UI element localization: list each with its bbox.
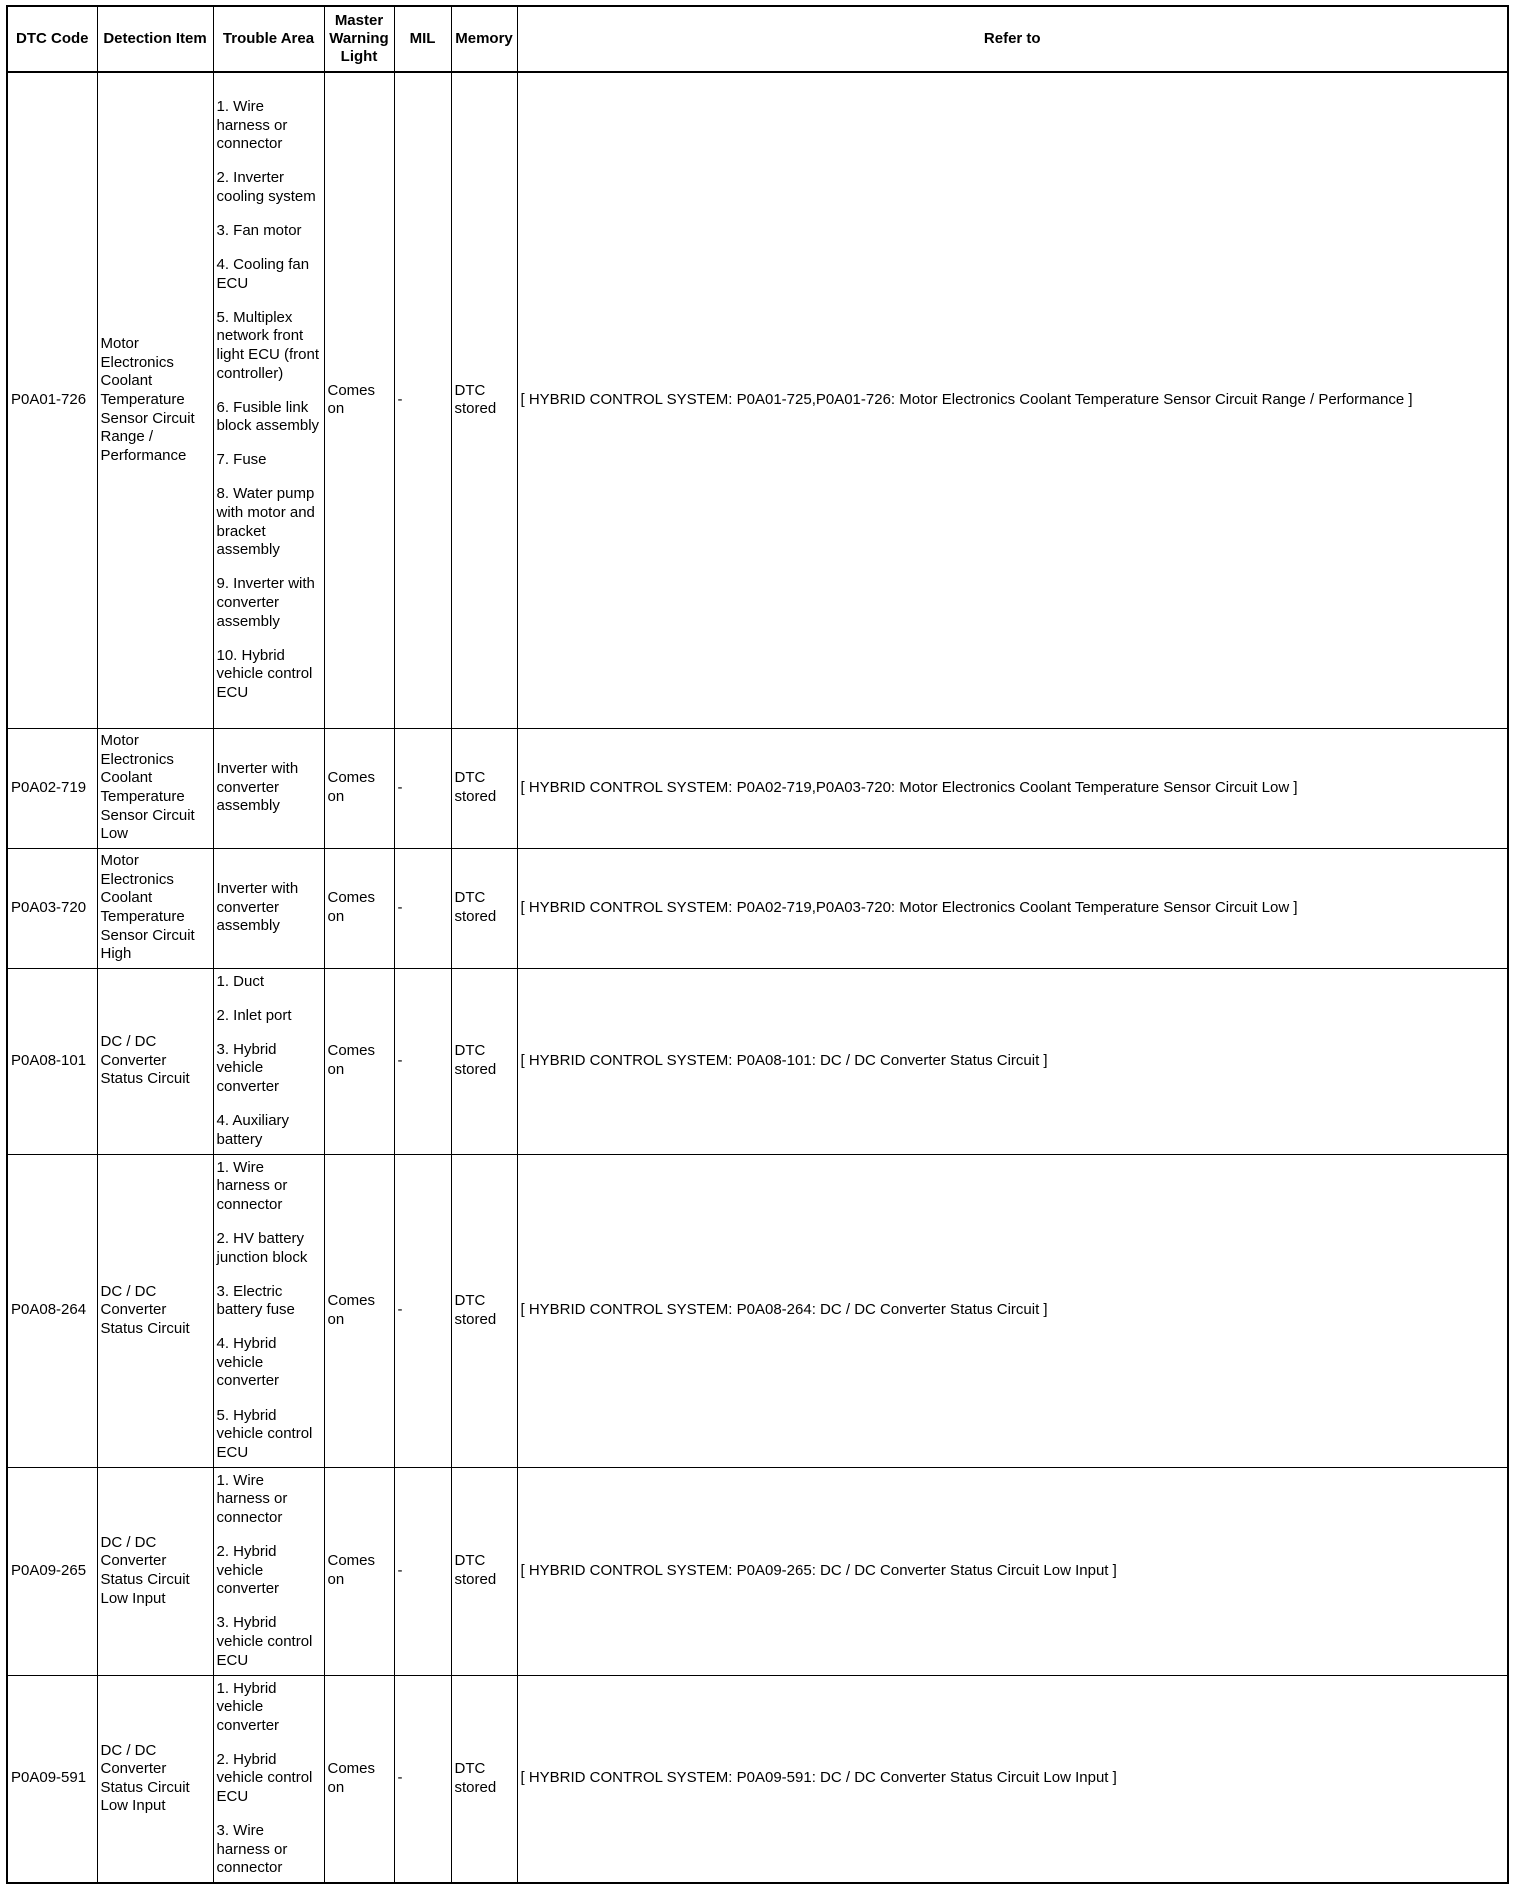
master-warning-light-cell: Comes on [324,1675,394,1883]
trouble-area-item: 1. Duct [216,972,265,990]
trouble-area-item: Inverter with converter assembly [216,760,299,815]
trouble-area-item: 1. Wire harness or connector [216,1158,288,1213]
memory-cell: DTC stored [451,1675,517,1883]
dtc-code-cell: P0A08-101 [7,968,97,1154]
refer-to-cell: [ HYBRID CONTROL SYSTEM: P0A08-264: DC / DC Converter Status Circuit ] [517,1154,1508,1467]
dtc-code-cell: P0A08-264 [7,1154,97,1467]
memory-cell: DTC stored [451,1467,517,1675]
trouble-area-list [217,973,321,1150]
trouble-area-cell [213,1467,324,1675]
detection-item-cell: Motor Electronics Coolant Temperature Sensor Circuit High [97,848,213,968]
trouble-area-item: 8. Water pump with motor and bracket assembly [216,485,315,559]
mil-cell: - [394,1154,451,1467]
table-row [7,72,1508,728]
trouble-area-item: 10. Hybrid vehicle control ECU [216,646,313,701]
header-detection-item: Detection Item [97,6,213,72]
trouble-area-item: 1. Wire harness or connector [216,98,288,153]
detection-item-cell: DC / DC Converter Status Circuit [97,1154,213,1467]
dtc-code-cell: P0A09-265 [7,1467,97,1675]
master-warning-light-cell: Comes on [324,72,394,728]
trouble-area-list [217,1472,321,1670]
trouble-area-list [217,1680,321,1878]
dtc-code-cell: P0A02-719 [7,728,97,848]
detection-item-cell: Motor Electronics Coolant Temperature Sensor Circuit Range / Performance [97,72,213,728]
trouble-area-item: 5. Hybrid vehicle control ECU [216,1406,313,1461]
trouble-area-list [217,1159,321,1463]
mil-cell: - [394,1675,451,1883]
table-row [7,1675,1508,1883]
trouble-area-item: 7. Fuse [216,451,267,469]
trouble-area-list [217,880,321,936]
trouble-area-item: 5. Multiplex network front light ECU (front controller) [216,308,320,382]
mil-cell: - [394,728,451,848]
refer-to-cell: [ HYBRID CONTROL SYSTEM: P0A09-265: DC / DC Converter Status Circuit Low Input ] [517,1467,1508,1675]
trouble-area-item: 4. Cooling fan ECU [216,256,310,292]
trouble-area-cell [213,72,324,728]
dtc-code-cell: P0A01-726 [7,72,97,728]
master-warning-light-cell: Comes on [324,848,394,968]
header-refer-to: Refer to [517,6,1508,72]
dtc-table [6,5,1509,1884]
trouble-area-item: 2. Hybrid vehicle control ECU [216,1750,313,1806]
trouble-area-item: 4. Auxiliary battery [216,1112,290,1148]
memory-cell: DTC stored [451,848,517,968]
header-dtc-code: DTC Code [7,6,97,72]
master-warning-light-cell: Comes on [324,1154,394,1467]
master-warning-light-cell: Comes on [324,728,394,848]
refer-to-cell: [ HYBRID CONTROL SYSTEM: P0A09-591: DC / DC Converter Status Circuit Low Input ] [517,1675,1508,1883]
table-row [7,1154,1508,1467]
refer-to-cell: [ HYBRID CONTROL SYSTEM: P0A08-101: DC / DC Converter Status Circuit ] [517,968,1508,1154]
header-row [7,6,1508,72]
memory-cell: DTC stored [451,728,517,848]
trouble-area-item: 1. Wire harness or connector [216,1471,288,1527]
memory-cell: DTC stored [451,968,517,1154]
master-warning-light-cell: Comes on [324,968,394,1154]
refer-to-cell: [ HYBRID CONTROL SYSTEM: P0A02-719,P0A03-720: Motor Electronics Coolant Temperature Sensor Circuit Low ] [517,728,1508,848]
trouble-area-cell [213,1154,324,1467]
trouble-area-item: 4. Hybrid vehicle converter [216,1335,280,1390]
detection-item-cell: DC / DC Converter Status Circuit [97,968,213,1154]
table-row [7,968,1508,1154]
detection-item-cell: DC / DC Converter Status Circuit Low Input [97,1467,213,1675]
table-header [7,6,1508,72]
trouble-area-item: 3. Hybrid vehicle control ECU [216,1614,313,1669]
mil-cell: - [394,968,451,1154]
trouble-area-item: 3. Hybrid vehicle converter [216,1040,280,1096]
trouble-area-list [217,760,321,816]
refer-to-cell: [ HYBRID CONTROL SYSTEM: P0A01-725,P0A01-726: Motor Electronics Coolant Temperature Sensor Circuit Range / Performance ] [517,72,1508,728]
dtc-code-cell: P0A03-720 [7,848,97,968]
table-body [7,72,1508,1883]
trouble-area-item: 3. Fan motor [216,222,302,240]
dtc-code-cell: P0A09-591 [7,1675,97,1883]
trouble-area-cell [213,968,324,1154]
trouble-area-cell [213,1675,324,1883]
memory-cell: DTC stored [451,72,517,728]
trouble-area-item: 6. Fusible link block assembly [216,398,320,435]
table-row [7,848,1508,968]
trouble-area-cell [213,848,324,968]
header-trouble-area: Trouble Area [213,6,324,72]
trouble-area-item: Inverter with converter assembly [216,880,299,935]
trouble-area-item: 2. Inverter cooling system [216,169,316,205]
trouble-area-item: 1. Hybrid vehicle converter [216,1679,280,1734]
trouble-area-item: 9. Inverter with converter assembly [216,575,315,630]
trouble-area-item: 3. Electric battery fuse [216,1282,295,1319]
memory-cell: DTC stored [451,1154,517,1467]
detection-item-cell: DC / DC Converter Status Circuit Low Input [97,1675,213,1883]
trouble-area-item: 3. Wire harness or connector [216,1822,288,1877]
mil-cell: - [394,72,451,728]
trouble-area-list [217,98,321,702]
trouble-area-cell [213,728,324,848]
trouble-area-item: 2. Hybrid vehicle converter [216,1543,280,1598]
table-row [7,728,1508,848]
table-row [7,1467,1508,1675]
master-warning-light-cell: Comes on [324,1467,394,1675]
header-memory: Memory [451,6,517,72]
mil-cell: - [394,848,451,968]
refer-to-cell: [ HYBRID CONTROL SYSTEM: P0A02-719,P0A03-720: Motor Electronics Coolant Temperature Sensor Circuit Low ] [517,848,1508,968]
mil-cell: - [394,1467,451,1675]
trouble-area-item: 2. HV battery junction block [216,1229,308,1266]
detection-item-cell: Motor Electronics Coolant Temperature Sensor Circuit Low [97,728,213,848]
trouble-area-item: 2. Inlet port [216,1006,292,1024]
header-master-warning-light: Master Warning Light [324,6,394,72]
header-mil: MIL [394,6,451,72]
